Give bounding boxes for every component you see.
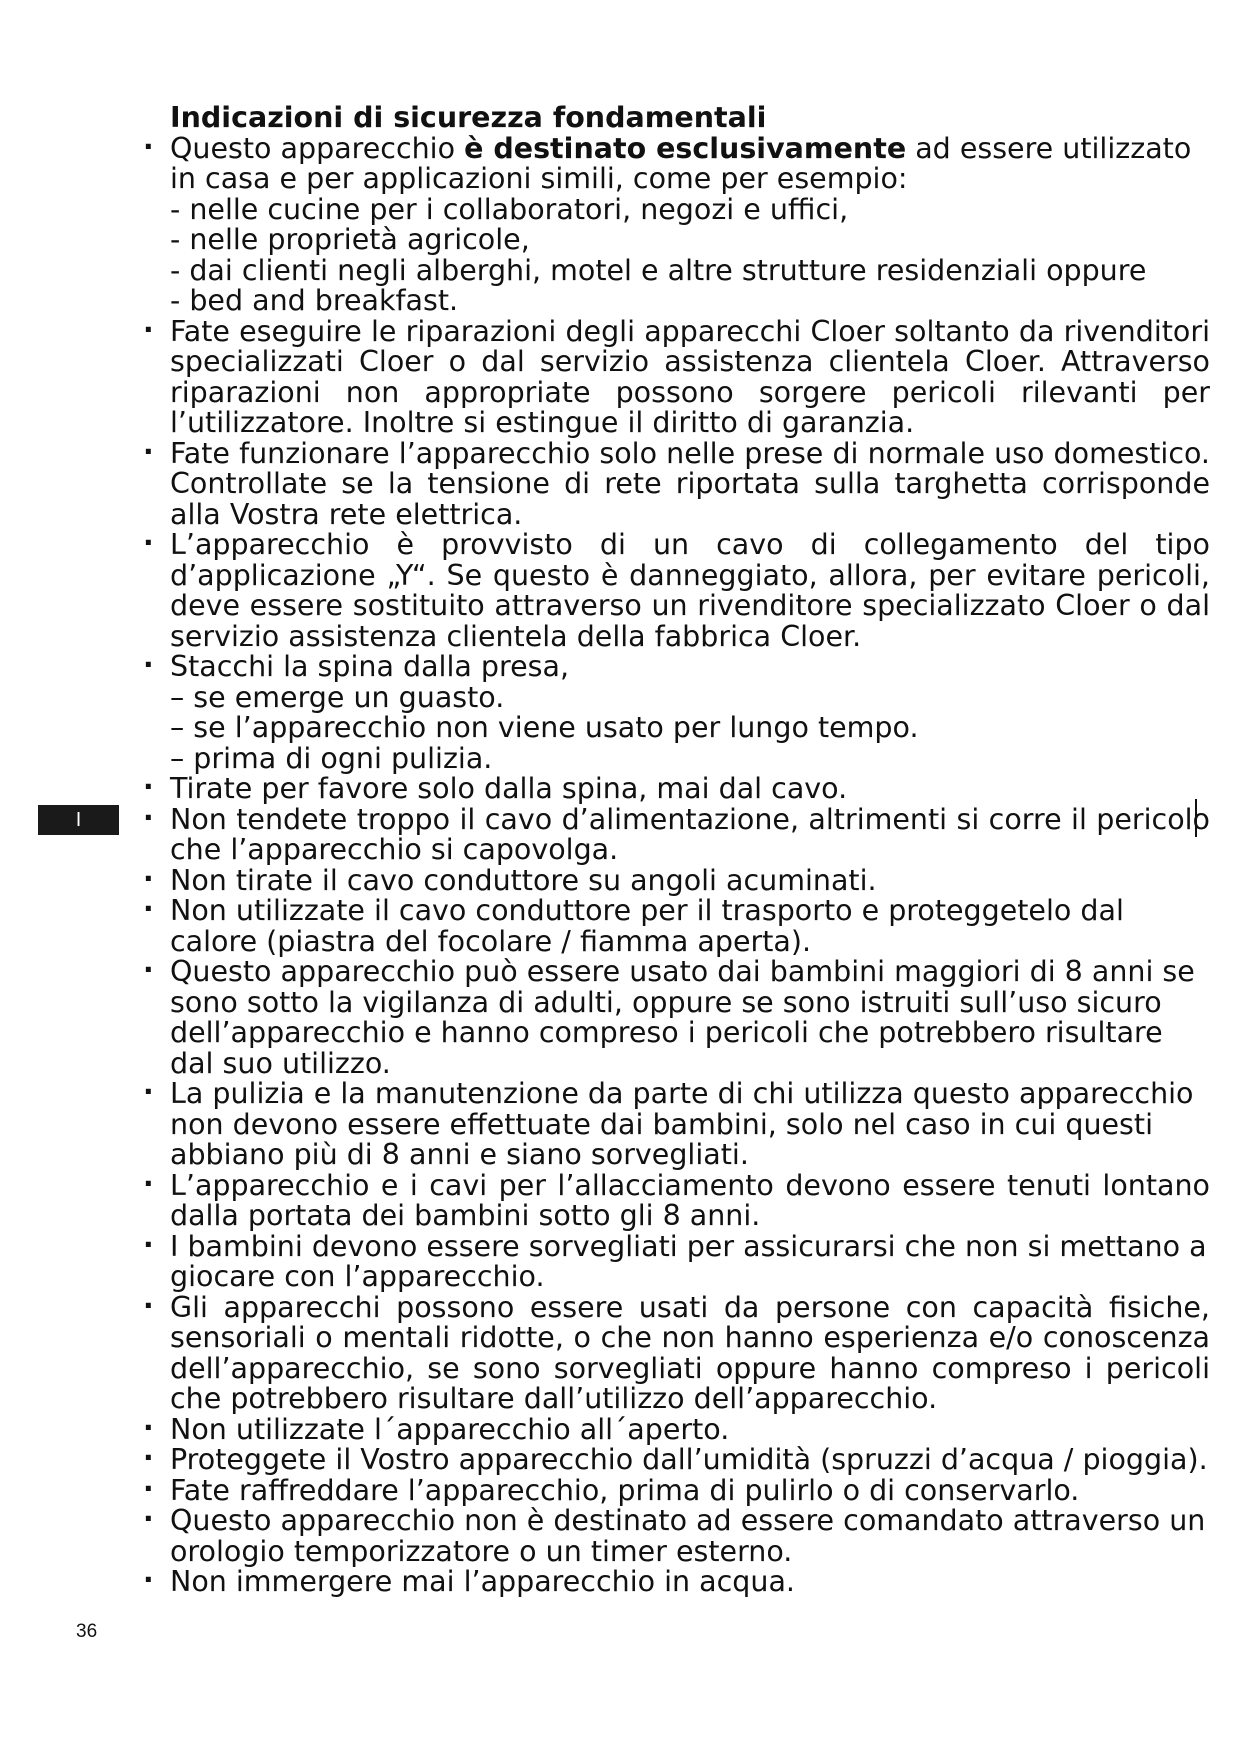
list-item: · Non immergere mai l’apparecchio in acqua. xyxy=(170,1567,1210,1598)
safety-list xyxy=(170,131,1210,1598)
list-item: · Fate raffreddare l’apparecchio, prima di pulirlo o di conservarlo. xyxy=(170,1476,1210,1507)
list-item: · I bambini devono essere sorvegliati per assicurarsi che non si mettano a giocare con l’apparecchio. xyxy=(170,1232,1210,1293)
language-tab: I xyxy=(38,805,119,835)
list-item: · L’apparecchio e i cavi per l’allacciamento devono essere tenuti lontano dalla portata dei bambini sotto gli 8 anni. xyxy=(170,1171,1210,1232)
list-item: · Non tirate il cavo conduttore su angoli acuminati. xyxy=(170,866,1210,897)
item-text: Questo apparecchio xyxy=(170,131,465,165)
list-item: · Fate funzionare l’apparecchio solo nelle prese di normale uso domestico. Controllate se la tensione di rete riportata sulla targhetta corrisponde alla Vostra rete elettrica. xyxy=(170,439,1210,531)
list-item: · Questo apparecchio può essere usato dai bambini maggiori di 8 anni se sono sotto la vigilanza di adulti, oppure se sono istruiti sull’uso sicuro dell’apparecchio e hanno compreso i pericoli che potrebbero risultare dal suo utilizzo. xyxy=(170,957,1210,1079)
list-item: · Tirate per favore solo dalla spina, mai dal cavo. xyxy=(170,774,1210,805)
list-item xyxy=(170,131,1210,317)
list-item xyxy=(170,652,1210,774)
page-number: 36 xyxy=(76,1621,98,1642)
list-item: · Non utilizzate il cavo conduttore per il trasporto e proteggetelo dal calore (piastra del focolare / fiamma aperta). xyxy=(170,896,1210,957)
list-item: · Questo apparecchio non è destinato ad essere comandato attraverso un orologio temporizzatore o un timer esterno. xyxy=(170,1506,1210,1567)
sub-item: – prima di ogni pulizia. xyxy=(170,741,493,775)
safety-instructions xyxy=(170,103,1210,1598)
item-text: Stacchi la spina dalla presa, xyxy=(170,650,569,683)
list-item: · Non tendete troppo il cavo d’alimentazione, altrimenti si corre il pericolo che l’apparecchio si capovolga. xyxy=(170,805,1210,866)
sub-item: – se l’apparecchio non viene usato per lungo tempo. xyxy=(170,711,919,744)
sub-item: - dai clienti negli alberghi, motel e altre strutture residenziali oppure xyxy=(170,253,1147,287)
list-item: · La pulizia e la manutenzione da parte di chi utilizza questo apparecchio non devono essere effettuate dai bambini, solo nel caso in cui questi abbiano più di 8 anni e siano sorvegliati. xyxy=(170,1079,1210,1171)
item-emphasis: è destinato esclusivamente xyxy=(464,131,907,165)
section-heading: Indicazioni di sicurezza fondamentali xyxy=(170,101,767,134)
sub-item: - nelle cucine per i collaboratori, negozi e uffici, xyxy=(170,192,849,226)
list-item: · Proteggete il Vostro apparecchio dall’umidità (spruzzi d’acqua / pioggia). xyxy=(170,1445,1210,1476)
sub-item: – se emerge un guasto. xyxy=(170,680,505,714)
list-item: · Gli apparecchi possono essere usati da persone con capacità fisiche, sensoriali o mentali ridotte, o che non hanno esperienza e/o conoscenza dell’apparecchio, se sono sorvegliati oppure hanno compreso i pericoli che potrebbero risultare dall’utilizzo dell’apparecchio. xyxy=(170,1293,1210,1415)
item-text: ad essere utilizzato in casa e per applicazioni simili, come per esempio: xyxy=(170,131,1192,195)
list-item: · L’apparecchio è provvisto di un cavo di collegamento del tipo d’applicazione „Y“. Se questo è danneggiato, allora, per evitare pericoli, deve essere sostituito attraverso un rivenditore specializzato Cloer o dal servizio assistenza clientela della fabbrica Cloer. xyxy=(170,530,1210,652)
list-item: · Non utilizzate l´apparecchio all´aperto. xyxy=(170,1415,1210,1446)
sub-item: - bed and breakfast. xyxy=(170,284,459,317)
list-item: · Fate eseguire le riparazioni degli apparecchi Cloer soltanto da rivenditori specializzati Cloer o dal servizio assistenza clientela Cloer. Attraverso riparazioni non appropriate possono sorgere pericoli rilevanti per l’utilizzatore. Inoltre si estingue il diritto di garanzia. xyxy=(170,317,1210,439)
sub-item: - nelle proprietà agricole, xyxy=(170,223,530,256)
